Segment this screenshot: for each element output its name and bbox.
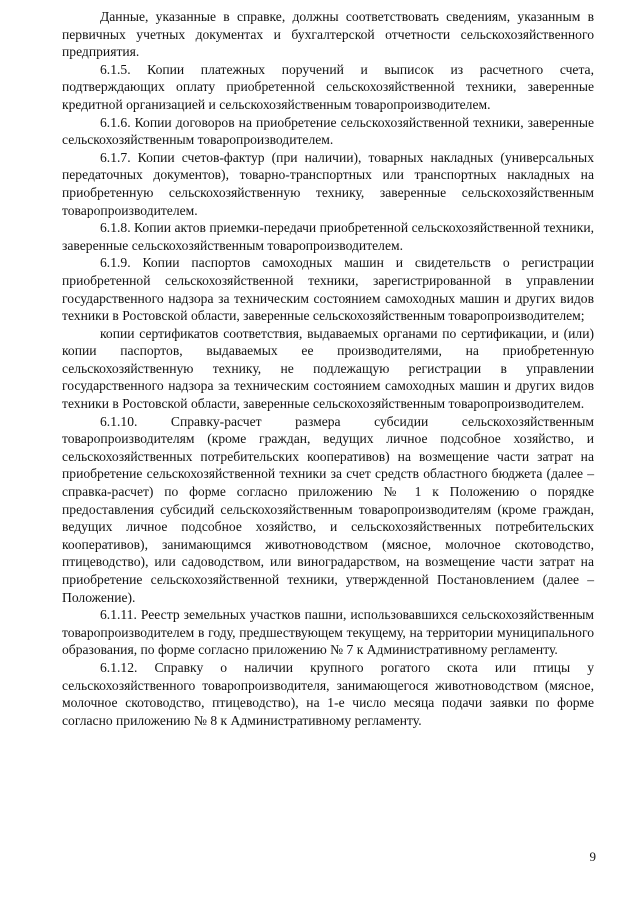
paragraph-6-1-9: 6.1.9. Копии паспортов самоходных машин и свидетельств о регистрации приобретенной сельскохозяйственной техники, зарегистрированной в управлении государственного надзора за техническим состоянием самоходных машин и других видов техники в Ростовской области, заверенные сельскохозяйственным товаропроизводителем; xyxy=(62,255,594,324)
paragraph-6-1-7: 6.1.7. Копии счетов-фактур (при наличии), товарных накладных (универсальных передаточных документов), товарно-транспортных или транспортных накладных на приобретенную сельскохозяйственную технику, заверенные сельскохозяйственным товаропроизводителем. xyxy=(62,149,594,218)
paragraph-6-1-11: 6.1.11. Реестр земельных участков пашни, использовавшихся сельскохозяйственным товаропроизводителем в году, предшествующем текущему, на территории муниципального образования, по форме согласно приложению № 7 к Административному регламенту. xyxy=(62,607,594,658)
paragraph-6-1-6: 6.1.6. Копии договоров на приобретение сельскохозяйственной техники, заверенные сельскохозяйственным товаропроизводителем. xyxy=(62,114,594,148)
paragraph-6-1-5: 6.1.5. Копии платежных поручений и выписок из расчетного счета, подтверждающих оплату приобретенной сельскохозяйственной техники, заверенные кредитной организацией и сельскохозяйственным товаропроизводителем. xyxy=(62,61,594,112)
body-text xyxy=(62,8,594,729)
paragraph-6-1-12: 6.1.12. Справку о наличии крупного рогатого скота или птицы у сельскохозяйственного товаропроизводителя, занимающегося животноводством (мясное, молочное скотоводство, птицеводство), на 1-е число месяца подачи заявки по форме согласно приложению № 8 к Административному регламенту. xyxy=(62,659,594,728)
page-number: 9 xyxy=(589,849,596,864)
paragraph-6-1-10: 6.1.10. Справку-расчет размера субсидии сельскохозяйственным товаропроизводителям (кроме граждан, ведущих личное подсобное хозяйство, и сельскохозяйственных потребительских кооперативов) на возмещение части затрат на приобретение сельскохозяйственной техники за счет средств областного бюджета (далее – справка-расчет) по форме согласно приложению № 1 к Положению о порядке предоставления субсидий сельскохозяйственным товаропроизводителям (кроме граждан, ведущих личное подсобное хозяйство, и сельскохозяйственных потребительских кооперативов), занимающимся животноводством (мясное, молочное скотоводство, птицеводство), или садоводством, или виноградарством, на возмещение части затрат на приобретение сельскохозяйственной техники, утвержденной Постановлением (далее – Положение). xyxy=(62,413,594,605)
paragraph-6-1-8: 6.1.8. Копии актов приемки-передачи приобретенной сельскохозяйственной техники, заверенные сельскохозяйственным товаропроизводителем. xyxy=(62,220,594,253)
paragraph-certificates: копии сертификатов соответствия, выдаваемых органами по сертификации, и (или) копии паспортов, выдаваемых ее производителями, на приобретенную сельскохозяйственную технику, не подлежащую регистрации в управлении государственного надзора за техническим состоянием самоходных машин и других видов техники в Ростовской области, заверенные сельскохозяйственным товаропроизводителем. xyxy=(62,325,594,412)
paragraph-intro: Данные, указанные в справке, должны соответствовать сведениям, указанным в первичных учетных документах и бухгалтерской отчетности сельскохозяйственного предприятия. xyxy=(62,9,594,60)
